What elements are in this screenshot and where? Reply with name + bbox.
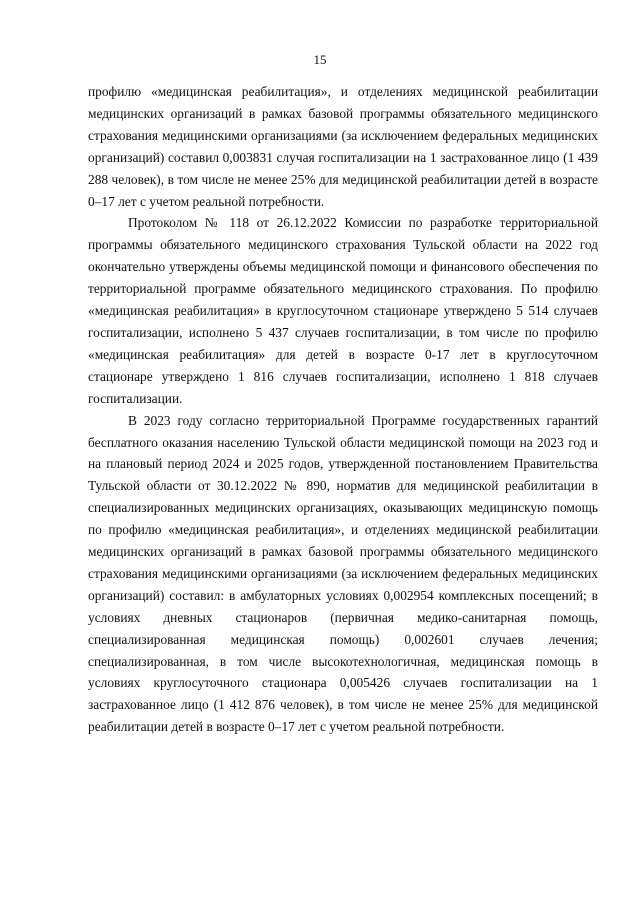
paragraph-protocol: Протоколом № 118 от 26.12.2022 Комиссии по разработке территориальной программы обязательного медицинского страхования Тульской области на 2022 год окончательно утверждены объемы медицинской помощи и финансового обеспечения по территориальной программе обязательного медицинского страхования. По профилю «медицинская реабилитация» в круглосуточном стационаре утверждено 5 514 случаев госпитализации, исполнено 5 437 случаев госпитализации, в том числе по профилю «медицинская реабилитация» для детей в возрасте 0-17 лет в круглосуточном стационаре утверждено 1 816 случаев госпитализации, исполнено 1 818 случаев госпитализации.: [88, 215, 598, 406]
document-body: [88, 81, 598, 738]
paragraph-continuation: профилю «медицинская реабилитация», и отделениях медицинской реабилитации медицинских организаций в рамках базовой программы обязательного медицинского страхования медицинскими организациями (за исключением федеральных медицинских организаций) составил 0,003831 случая госпитализации на 1 застрахованное лицо (1 439 288 человек), в том числе не менее 25% для медицинской реабилитации детей в возрасте 0–17 лет с учетом реальной потребности.: [88, 84, 598, 209]
paragraph-2023-program: В 2023 году согласно территориальной Программе государственных гарантий бесплатного оказания населению Тульской области медицинской помощи на 2023 год и на плановый период 2024 и 2025 годов, утвержденной постановлением Правительства Тульской области от 30.12.2022 № 890, норматив для медицинской реабилитации в специализированных медицинских организациях, оказывающих медицинскую помощь по профилю «медицинская реабилитация», и отделениях медицинской реабилитации медицинских организаций в рамках базовой программы обязательного медицинского страхования медицинскими организациями (за исключением федеральных медицинских организаций) составил: в амбулаторных условиях 0,002954 комплексных посещений; в условиях дневных стационаров (первичная медико-санитарная помощь, специализированная медицинская помощь) 0,002601 случаев лечения; специализированная, в том числе высокотехнологичная, медицинская помощь в условиях круглосуточного стационара 0,005426 случаев госпитализации на 1 застрахованное лицо (1 412 876 человек), в том числе не менее 25% для медицинской реабилитации детей в возрасте 0–17 лет с учетом реальной потребности.: [88, 412, 598, 735]
page-number: 15: [313, 52, 327, 67]
